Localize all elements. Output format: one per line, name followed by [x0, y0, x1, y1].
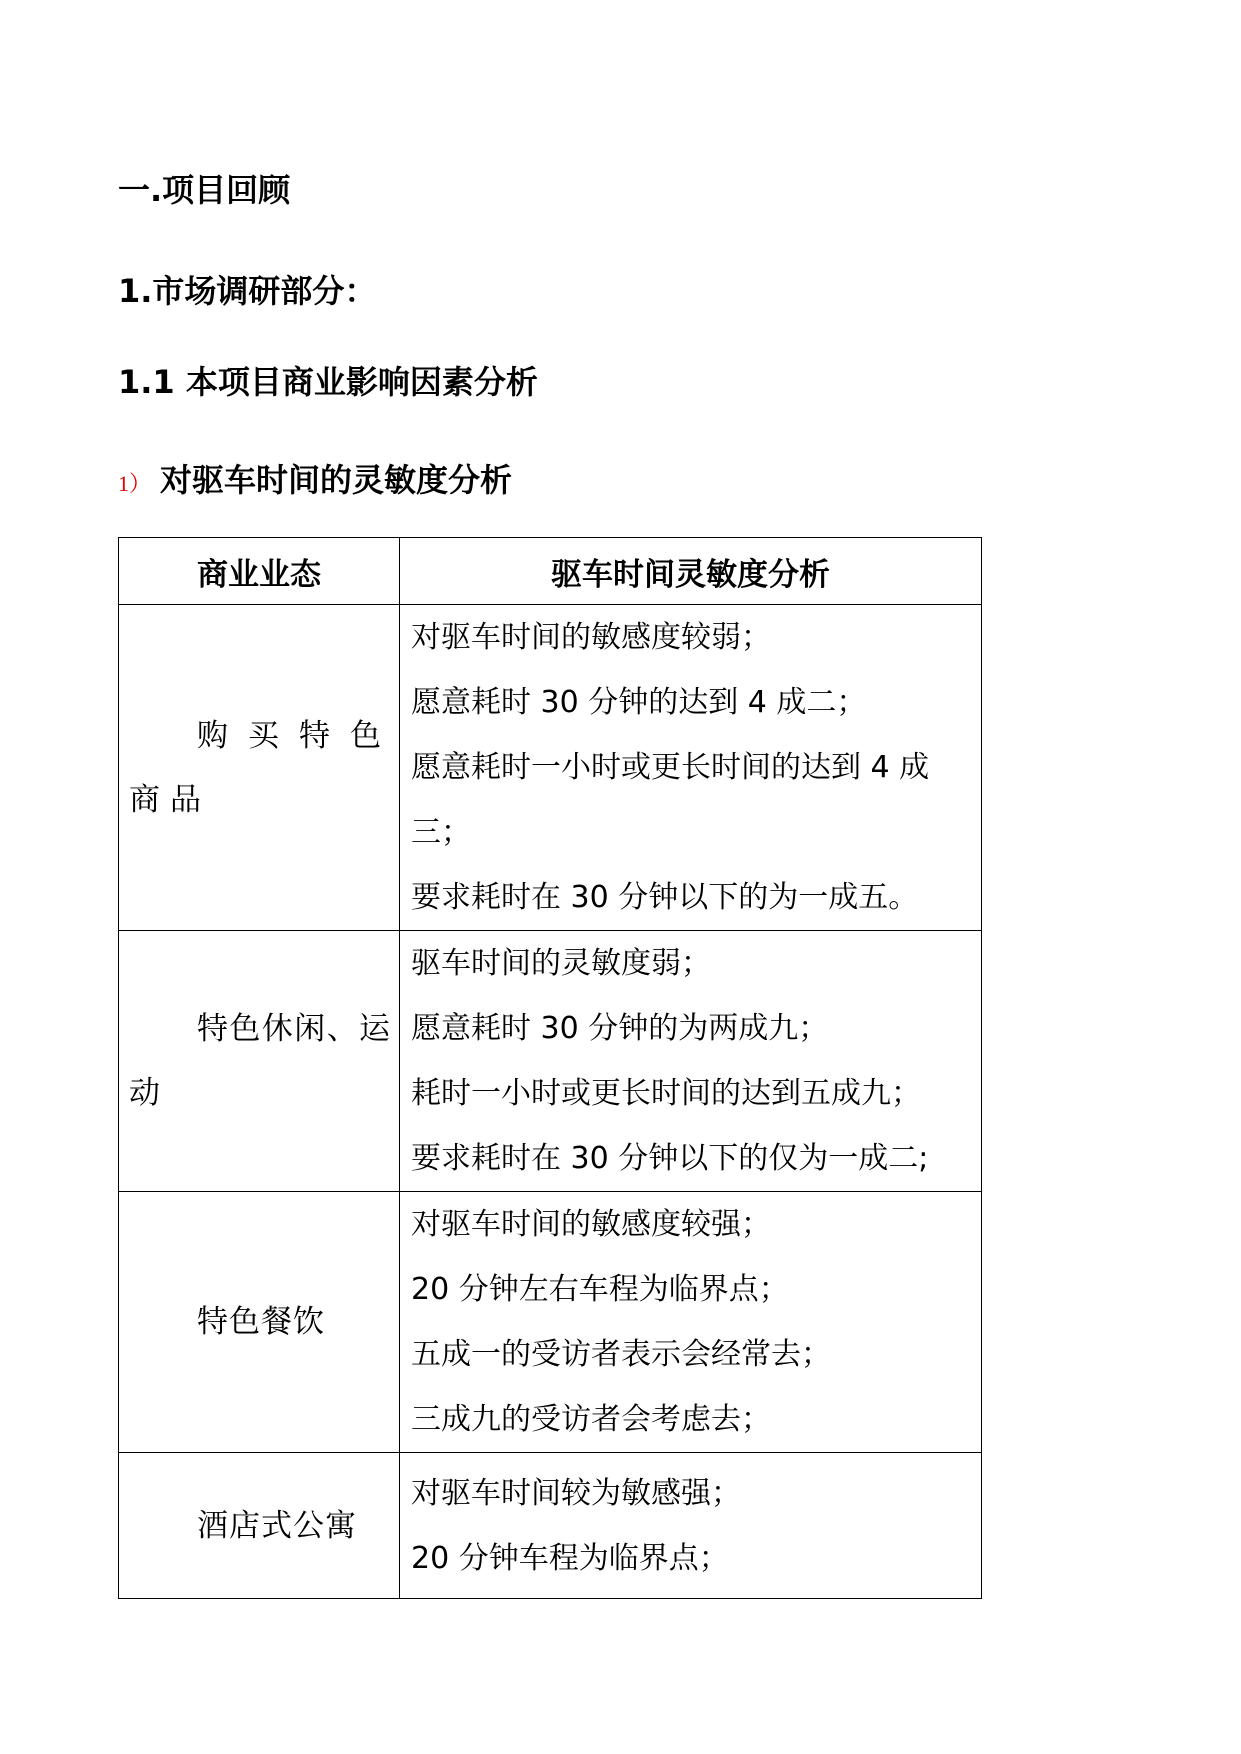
analysis-line: 愿意耗时一小时或更长时间的达到 4 成三； — [411, 750, 930, 850]
category-label: 酒店式公寓 — [197, 1507, 357, 1544]
category-cell — [119, 931, 400, 1192]
analysis-cell — [400, 1192, 982, 1453]
table-row — [119, 1192, 982, 1453]
category-cell — [119, 1192, 400, 1453]
subsubsection-heading: 1.1 本项目商业影响因素分析 — [118, 363, 538, 401]
category-label: 特色餐饮 — [197, 1304, 325, 1340]
analysis-line: 对驱车时间的敏感度较弱； — [411, 620, 771, 655]
category-cell — [119, 1453, 400, 1599]
table-header-row — [119, 538, 982, 605]
analysis-line: 三成九的受访者会考虑去； — [411, 1402, 771, 1437]
table-row — [119, 1453, 982, 1599]
column-header-business-type: 商业业态 — [119, 538, 400, 605]
list-marker: 1） — [118, 471, 152, 496]
analysis-line: 要求耗时在 30 分钟以下的为一成五。 — [411, 880, 919, 915]
analysis-line: 愿意耗时 30 分钟的为两成九； — [411, 1011, 829, 1046]
analysis-line: 对驱车时间的敏感度较强； — [411, 1207, 771, 1242]
analysis-line: 要求耗时在 30 分钟以下的仅为一成二; — [411, 1141, 929, 1176]
analysis-cell — [400, 931, 982, 1192]
table-row — [119, 931, 982, 1192]
analysis-line: 耗时一小时或更长时间的达到五成九； — [411, 1076, 921, 1111]
analysis-line: 驱车时间的灵敏度弱； — [411, 946, 711, 981]
table-row — [119, 605, 982, 931]
category-label: 购买特色商品 — [129, 717, 391, 818]
section-heading: 一.项目回顾 — [118, 171, 291, 209]
analysis-line: 20 分钟左右车程为临界点； — [411, 1272, 789, 1307]
analysis-line: 五成一的受访者表示会经常去； — [411, 1337, 831, 1372]
analysis-line: 20 分钟车程为临界点； — [411, 1540, 729, 1576]
column-header-sensitivity-analysis: 驱车时间灵敏度分析 — [400, 538, 982, 605]
category-cell — [119, 605, 400, 931]
item-heading — [118, 460, 512, 504]
analysis-cell — [400, 605, 982, 931]
sensitivity-table — [118, 537, 982, 1599]
analysis-cell — [400, 1453, 982, 1599]
analysis-line: 对驱车时间较为敏感强； — [411, 1475, 741, 1511]
subsection-heading: 1.市场调研部分： — [118, 272, 377, 310]
analysis-line: 愿意耗时 30 分钟的达到 4 成二； — [411, 685, 867, 720]
category-label: 特色休闲、运动 — [129, 1011, 391, 1111]
item-title: 对驱车时间的灵敏度分析 — [160, 461, 513, 499]
